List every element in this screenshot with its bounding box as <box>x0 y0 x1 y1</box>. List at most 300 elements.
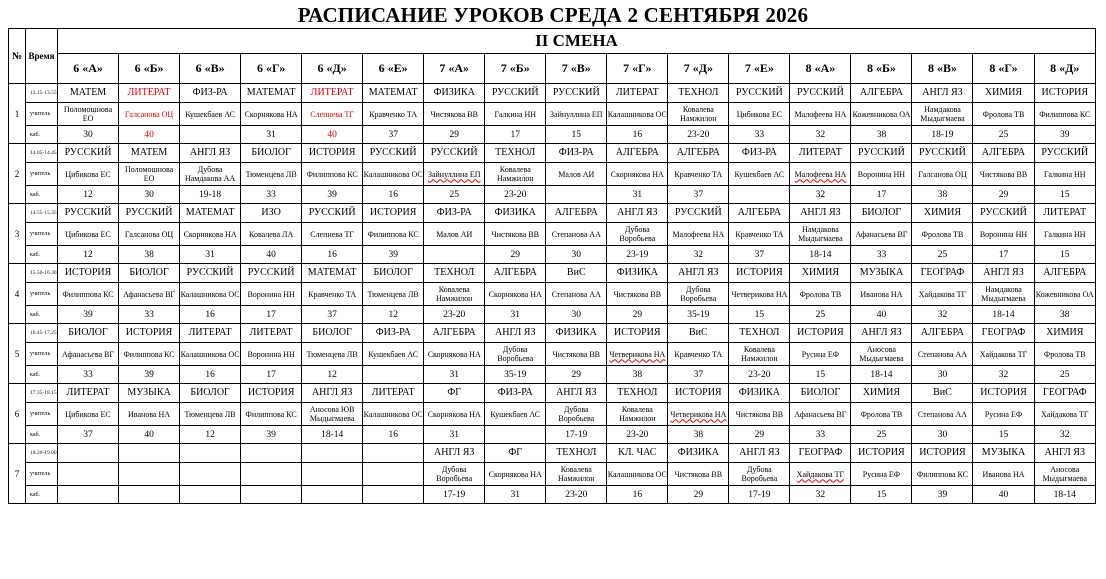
teacher-cell <box>973 223 1034 246</box>
teacher-cell <box>58 103 119 126</box>
subject-cell: ФИЗ-РА <box>363 324 424 343</box>
teacher-cell <box>668 223 729 246</box>
lesson-teach-row <box>9 103 1096 126</box>
teacher-cell <box>180 403 241 426</box>
room-cell: 40 <box>851 306 912 324</box>
room-cell <box>119 486 180 504</box>
lesson-time: 15.50-16.30 <box>26 264 58 283</box>
teacher-cell <box>241 103 302 126</box>
subject-cell: АНГЛ ЯЗ <box>973 264 1034 283</box>
room-cell: 15 <box>790 366 851 384</box>
room-cell: 29 <box>424 126 485 144</box>
teacher-cell <box>1034 163 1095 186</box>
teacher-cell <box>729 223 790 246</box>
teacher-name: Дубова Воробьева <box>558 405 595 423</box>
teacher-name: Скорнякова НА <box>183 229 237 239</box>
lesson-number: 4 <box>9 264 26 324</box>
room-cell: 37 <box>302 306 363 324</box>
room-cell: 17 <box>485 126 546 144</box>
teacher-cell <box>729 163 790 186</box>
teacher-name: Ковалева Намжилон <box>558 465 595 483</box>
room-cell: 31 <box>180 246 241 264</box>
teacher-cell <box>668 463 729 486</box>
teacher-name: Дубова Воробьева <box>680 285 717 303</box>
room-cell: 23-20 <box>607 426 668 444</box>
subject-cell: АНГЛ ЯЗ <box>180 144 241 163</box>
room-cell: 16 <box>363 426 424 444</box>
teacher-cell <box>912 223 973 246</box>
room-cell: 39 <box>1034 126 1095 144</box>
subject-cell: РУССКИЙ <box>363 144 424 163</box>
teacher-cell <box>424 283 485 306</box>
teacher-name: Дубова Воробьева <box>619 225 656 243</box>
subject-cell: ТЕХНОЛ <box>546 444 607 463</box>
room-cell: 37 <box>729 246 790 264</box>
subject-cell: АНГЛ ЯЗ <box>1034 444 1095 463</box>
teacher-cell <box>668 283 729 306</box>
subject-cell: БИОЛОГ <box>851 204 912 223</box>
teacher-name: Ковалева Намжилон <box>435 285 473 303</box>
teacher-name: Чистякова ВВ <box>491 229 539 239</box>
room-cell: 33 <box>851 246 912 264</box>
room-cell: 30 <box>119 186 180 204</box>
teacher-name: Четверикова НА <box>731 289 788 299</box>
subject-cell: МАТЕМАТ <box>180 204 241 223</box>
subject-cell: МУЗЫКА <box>851 264 912 283</box>
room-cell: 33 <box>241 186 302 204</box>
teacher-name: Кожевникова ОА <box>852 109 911 119</box>
class-header: 6 «В» <box>180 54 241 84</box>
subject-cell: АНГЛ ЯЗ <box>912 84 973 103</box>
room-label: каб. <box>26 306 58 324</box>
subject-cell: ХИМИЯ <box>912 204 973 223</box>
subject-cell: РУССКИЙ <box>912 144 973 163</box>
teacher-name: Степанова АА <box>917 409 968 419</box>
teacher-cell <box>790 283 851 306</box>
teacher-name: Воронина НН <box>979 229 1028 239</box>
teacher-cell <box>1034 223 1095 246</box>
teacher-cell <box>851 343 912 366</box>
teacher-cell <box>424 403 485 426</box>
subject-cell: ИСТОРИЯ <box>607 324 668 343</box>
teacher-label: учитель <box>26 343 58 366</box>
teacher-name: Кравченко ТА <box>674 349 723 359</box>
teacher-cell <box>851 283 912 306</box>
teacher-cell <box>851 103 912 126</box>
subject-cell: АНГЛ ЯЗ <box>546 384 607 403</box>
teacher-label: учитель <box>26 163 58 186</box>
teacher-cell <box>546 163 607 186</box>
teacher-name: Кравченко ТА <box>735 229 784 239</box>
schedule-table <box>8 28 1096 504</box>
teacher-name: Малофеева НА <box>794 109 847 119</box>
room-cell <box>363 486 424 504</box>
lesson-cab-row <box>9 186 1096 204</box>
subject-cell: ВиС <box>912 384 973 403</box>
room-cell: 30 <box>912 426 973 444</box>
teacher-name: Калашникова ОС <box>607 469 667 479</box>
subject-cell <box>241 444 302 463</box>
subject-cell: ФИЗ-РА <box>729 144 790 163</box>
room-cell: 15 <box>546 126 607 144</box>
room-cell: 29 <box>973 186 1034 204</box>
teacher-cell <box>424 463 485 486</box>
subject-cell: ХИМИЯ <box>790 264 851 283</box>
teacher-cell <box>241 283 302 306</box>
teacher-cell <box>851 403 912 426</box>
subject-cell <box>58 444 119 463</box>
header-shift: II СМЕНА <box>58 29 1096 54</box>
teacher-cell <box>912 103 973 126</box>
teacher-name: Русина ЕФ <box>984 409 1023 419</box>
subject-cell: БИОЛОГ <box>790 384 851 403</box>
teacher-cell <box>58 283 119 306</box>
teacher-name: Намдакова Мыдыгмаева <box>798 225 843 243</box>
lesson-number: 1 <box>9 84 26 144</box>
room-cell <box>363 366 424 384</box>
teacher-cell <box>729 283 790 306</box>
teacher-cell <box>546 403 607 426</box>
room-cell: 38 <box>668 426 729 444</box>
teacher-cell <box>485 463 546 486</box>
teacher-name: Афанасьева ВГ <box>794 409 847 419</box>
teacher-name: Хайдакова ТГ <box>979 349 1028 359</box>
room-cell: 16 <box>607 486 668 504</box>
subject-cell: РУССКИЙ <box>58 144 119 163</box>
room-cell: 15 <box>851 486 912 504</box>
header-time: Время <box>26 29 58 84</box>
teacher-name: Дубова Воробьева <box>497 345 534 363</box>
teacher-cell <box>790 403 851 426</box>
subject-cell: ИСТОРИЯ <box>58 264 119 283</box>
teacher-name: Ковалева Намжилон <box>741 345 778 363</box>
teacher-name: Филиппова КС <box>123 349 175 359</box>
teacher-cell <box>546 283 607 306</box>
room-cell: 25 <box>1034 366 1095 384</box>
teacher-name: Филиппова КС <box>306 169 358 179</box>
subject-cell: ИСТОРИЯ <box>729 264 790 283</box>
subject-cell: ИСТОРИЯ <box>241 384 302 403</box>
class-header: 6 «Г» <box>241 54 302 84</box>
class-header: 7 «Б» <box>485 54 546 84</box>
class-header: 6 «Е» <box>363 54 424 84</box>
subject-cell <box>363 444 424 463</box>
class-header: 7 «А» <box>424 54 485 84</box>
subject-cell: ЛИТЕРАТ <box>607 84 668 103</box>
teacher-cell <box>302 343 363 366</box>
subject-cell: МУЗЫКА <box>119 384 180 403</box>
subject-cell: ИСТОРИЯ <box>1034 84 1095 103</box>
teacher-name: Галсанова ОЦ <box>918 169 967 179</box>
class-header: 6 «Д» <box>302 54 363 84</box>
page-title: РАСПИСАНИЕ УРОКОВ СРЕДА 2 СЕНТЯБРЯ 2026 <box>297 3 809 27</box>
subject-cell: ФИЗИКА <box>729 384 790 403</box>
subject-cell: ФИЗ-РА <box>546 144 607 163</box>
lesson-subj-row <box>9 444 1096 463</box>
teacher-name: Хайдакова ТГ <box>1041 409 1089 419</box>
room-cell: 30 <box>58 126 119 144</box>
room-label: каб. <box>26 186 58 204</box>
subject-cell: АНГЛ ЯЗ <box>851 324 912 343</box>
teacher-cell <box>485 103 546 126</box>
room-cell: 30 <box>546 306 607 324</box>
subject-cell: АНГЛ ЯЗ <box>485 324 546 343</box>
room-cell: 33 <box>729 126 790 144</box>
room-cell: 40 <box>119 126 180 144</box>
teacher-cell <box>485 163 546 186</box>
subject-cell: АЛГЕБРА <box>851 84 912 103</box>
subject-cell: АНГЛ ЯЗ <box>424 444 485 463</box>
teacher-name: Чистякова ВВ <box>613 289 662 299</box>
lesson-teach-row <box>9 223 1096 246</box>
room-cell: 39 <box>119 366 180 384</box>
room-cell: 16 <box>302 246 363 264</box>
teacher-name: Воронина НН <box>247 289 295 299</box>
lesson-number: 6 <box>9 384 26 444</box>
teacher-cell <box>973 343 1034 366</box>
subject-cell: РУССКИЙ <box>424 144 485 163</box>
subject-cell: ВиС <box>668 324 729 343</box>
teacher-name: Галкина НН <box>494 109 537 119</box>
room-cell: 25 <box>973 126 1034 144</box>
subject-cell: МАТЕМ <box>58 84 119 103</box>
teacher-cell <box>302 163 363 186</box>
lesson-time: 16.45-17.25 <box>26 324 58 343</box>
teacher-name: Степанова АА <box>551 289 601 299</box>
room-cell: 32 <box>790 126 851 144</box>
teacher-cell <box>424 163 485 186</box>
teacher-name: Малофеева НА <box>794 169 847 179</box>
teacher-cell <box>851 463 912 486</box>
lesson-time: 14.05-14.45 <box>26 144 58 163</box>
room-cell <box>424 246 485 264</box>
room-cell: 33 <box>790 426 851 444</box>
subject-cell: ФИЗ-РА <box>180 84 241 103</box>
room-cell <box>58 486 119 504</box>
subject-cell: ИСТОРИЯ <box>973 384 1034 403</box>
teacher-cell <box>1034 283 1095 306</box>
room-cell <box>180 126 241 144</box>
teacher-name: Тюменцева ЛВ <box>306 349 358 359</box>
room-cell: 18-14 <box>302 426 363 444</box>
subject-cell: РУССКИЙ <box>546 84 607 103</box>
room-cell: 25 <box>851 426 912 444</box>
teacher-cell <box>180 163 241 186</box>
teacher-name: Поломошнова ЕО <box>124 165 174 183</box>
room-cell: 32 <box>790 186 851 204</box>
room-cell: 16 <box>180 366 241 384</box>
subject-cell: АЛГЕБРА <box>912 324 973 343</box>
lesson-number: 2 <box>9 144 26 204</box>
teacher-cell <box>241 343 302 366</box>
teacher-cell <box>363 283 424 306</box>
teacher-name: Кравченко ТА <box>674 169 723 179</box>
subject-cell <box>302 444 363 463</box>
teacher-cell <box>58 223 119 246</box>
subject-cell: ЛИТЕРАТ <box>241 324 302 343</box>
room-cell: 25 <box>790 306 851 324</box>
subject-cell: ИСТОРИЯ <box>119 324 180 343</box>
room-cell: 12 <box>302 366 363 384</box>
subject-cell: ФИЗ-РА <box>424 204 485 223</box>
teacher-cell <box>607 223 668 246</box>
class-header: 7 «Г» <box>607 54 668 84</box>
lesson-teach-row <box>9 283 1096 306</box>
class-header: 6 «А» <box>58 54 119 84</box>
teacher-cell <box>912 283 973 306</box>
class-header: 7 «Е» <box>729 54 790 84</box>
subject-cell: МАТЕМ <box>119 144 180 163</box>
teacher-label: учитель <box>26 283 58 306</box>
teacher-cell <box>973 103 1034 126</box>
lesson-number: 3 <box>9 204 26 264</box>
teacher-name: Воронина НН <box>857 169 906 179</box>
subject-cell: МАТЕМАТ <box>363 84 424 103</box>
teacher-name: Афанасьева ВГ <box>855 229 908 239</box>
teacher-cell <box>180 283 241 306</box>
subject-cell: ВиС <box>546 264 607 283</box>
room-cell: 23-20 <box>424 306 485 324</box>
class-header: 8 «Д» <box>1034 54 1095 84</box>
room-cell: 32 <box>790 486 851 504</box>
teacher-cell <box>1034 103 1095 126</box>
teacher-cell <box>607 403 668 426</box>
teacher-cell <box>1034 403 1095 426</box>
teacher-cell <box>790 343 851 366</box>
teacher-name: Иванова НА <box>128 409 171 419</box>
lesson-number: 7 <box>9 444 26 504</box>
teacher-name: Тюменцева ЛВ <box>245 169 297 179</box>
teacher-cell <box>119 403 180 426</box>
room-cell: 19-18 <box>180 186 241 204</box>
lesson-subj-row <box>9 324 1096 343</box>
subject-cell: АНГЛ ЯЗ <box>607 204 668 223</box>
teacher-label: учитель <box>26 403 58 426</box>
subject-cell <box>180 444 241 463</box>
room-label: каб. <box>26 366 58 384</box>
class-header: 7 «В» <box>546 54 607 84</box>
teacher-cell <box>1034 343 1095 366</box>
room-cell: 15 <box>973 426 1034 444</box>
subject-cell: АЛГЕБРА <box>607 144 668 163</box>
subject-cell: ГЕОГРАФ <box>912 264 973 283</box>
room-cell: 39 <box>58 306 119 324</box>
teacher-cell <box>729 103 790 126</box>
teacher-name: Кушекбаев АС <box>368 349 419 359</box>
teacher-name: Дубова Воробьева <box>741 465 778 483</box>
subject-cell: РУССКИЙ <box>973 204 1034 223</box>
subject-cell: БИОЛОГ <box>241 144 302 163</box>
teacher-cell <box>668 163 729 186</box>
teacher-cell <box>546 103 607 126</box>
room-cell: 33 <box>119 306 180 324</box>
room-cell: 23-20 <box>485 186 546 204</box>
lesson-time: 18.20-19.00 <box>26 444 58 463</box>
room-cell: 16 <box>363 186 424 204</box>
teacher-name: Скорнякова НА <box>488 289 542 299</box>
teacher-name: Скорнякова НА <box>610 169 664 179</box>
room-cell: 32 <box>668 246 729 264</box>
teacher-cell <box>241 163 302 186</box>
teacher-cell <box>973 283 1034 306</box>
class-header: 8 «А» <box>790 54 851 84</box>
teacher-name: Кушекбаев АС <box>490 409 541 419</box>
room-cell: 30 <box>546 246 607 264</box>
teacher-cell <box>668 403 729 426</box>
room-cell: 12 <box>58 246 119 264</box>
teacher-cell <box>363 103 424 126</box>
teacher-name: Афанасьева ВГ <box>123 289 176 299</box>
room-cell <box>485 426 546 444</box>
teacher-cell <box>58 343 119 366</box>
subject-cell: АЛГЕБРА <box>973 144 1034 163</box>
teacher-name: Ковалева Намжилон <box>619 405 656 423</box>
teacher-name: Фролова ТВ <box>982 109 1025 119</box>
teacher-name: Кравченко ТА <box>308 289 357 299</box>
teacher-cell <box>973 403 1034 426</box>
subject-cell: ГЕОГРАФ <box>973 324 1034 343</box>
teacher-name: Чистякова ВВ <box>674 469 723 479</box>
teacher-name: Фролова ТВ <box>1043 349 1086 359</box>
subject-cell: РУССКИЙ <box>485 84 546 103</box>
room-cell: 23-19 <box>607 246 668 264</box>
room-cell: 39 <box>241 426 302 444</box>
teacher-name: Иванова НА <box>982 469 1025 479</box>
room-cell: 12 <box>363 306 424 324</box>
subject-cell: ГЕОГРАФ <box>790 444 851 463</box>
room-cell: 32 <box>912 306 973 324</box>
room-cell: 12 <box>58 186 119 204</box>
class-header-row <box>9 54 1096 84</box>
teacher-cell <box>790 223 851 246</box>
lesson-time: 14.55-15.35 <box>26 204 58 223</box>
subject-cell: ФИЗ-РА <box>485 384 546 403</box>
subject-cell: БИОЛОГ <box>180 384 241 403</box>
room-label: каб. <box>26 426 58 444</box>
class-header: 8 «Г» <box>973 54 1034 84</box>
subject-cell: ИЗО <box>241 204 302 223</box>
room-cell: 23-20 <box>729 366 790 384</box>
teacher-cell <box>302 403 363 426</box>
subject-cell: ИСТОРИЯ <box>668 384 729 403</box>
room-cell: 31 <box>424 426 485 444</box>
teacher-name: Фролова ТВ <box>799 289 842 299</box>
room-cell <box>546 186 607 204</box>
subject-cell: ТЕХНОЛ <box>485 144 546 163</box>
subject-cell: ИСТОРИЯ <box>851 444 912 463</box>
teacher-name: Четверикова НА <box>609 349 666 359</box>
teacher-name: Фролова ТВ <box>860 409 903 419</box>
room-cell: 18-14 <box>851 366 912 384</box>
subject-cell: МАТЕМАТ <box>302 264 363 283</box>
teacher-name: Зайнуллина ЕП <box>550 109 603 119</box>
teacher-name: Малофеева НА <box>672 229 725 239</box>
teacher-name: Галкина НН <box>1043 229 1086 239</box>
teacher-name: Скорнякова НА <box>488 469 542 479</box>
teacher-cell <box>729 403 790 426</box>
subject-cell: ЛИТЕРАТ <box>119 84 180 103</box>
teacher-name: Дубова Намдакова АА <box>184 165 236 183</box>
room-cell: 15 <box>729 306 790 324</box>
teacher-cell <box>546 463 607 486</box>
room-cell: 18-14 <box>1034 486 1095 504</box>
teacher-cell <box>363 463 424 486</box>
teacher-name: Тюменцева ЛВ <box>367 289 419 299</box>
subject-cell: ФИЗИКА <box>485 204 546 223</box>
teacher-cell <box>302 103 363 126</box>
teacher-name: Дубова Воробьева <box>436 465 473 483</box>
subject-cell <box>119 444 180 463</box>
